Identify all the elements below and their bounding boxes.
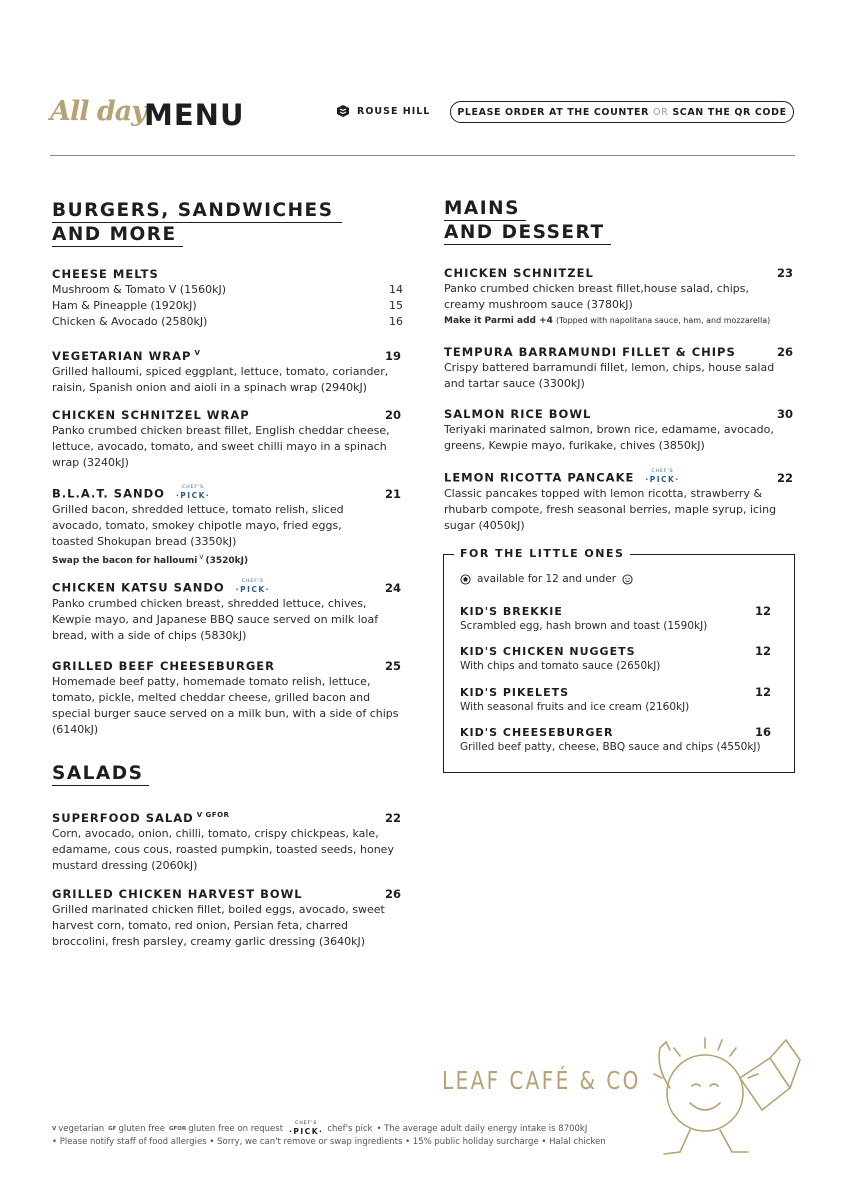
section-title-line-1: BURGERS, SANDWICHES [52,199,342,223]
item-description: Panko crumbed chicken breast fillet,house salad, chips, creamy mushroom sauce (3780kJ) [444,282,750,311]
item-name: CHICKEN KATSU SANDO [52,580,225,595]
badge-top: CHEF'S [182,485,205,490]
order-or-text: OR [653,106,669,118]
item-name: LEMON RICOTTA PANCAKE [444,470,635,485]
badge-main: ·PICK· [645,475,680,484]
kids-age-text: available for 12 and under [477,573,617,585]
section-title-salads [52,762,149,786]
option-row [52,282,403,298]
option-price: 14 [389,283,403,296]
kids-item-cheeseburger [460,725,771,755]
item-price: 12 [754,604,771,618]
logo-menu-text: MENU [144,98,245,132]
item-name: KID'S BREKKIE [460,605,563,618]
order-counter-text: PLEASE ORDER AT THE COUNTER [457,106,650,118]
option-label: Mushroom & Tomato V (1560kJ) [52,283,226,296]
item-description: Homemade beef patty, homemade tomato relish, lettuce, tomato, pickle, melted cheddar cheese, grilled bacon and special burger sauce served on a milk bun, with a side of chips (6140kJ) [52,675,399,736]
chefs-pick-badge [176,484,210,500]
menu-item-tempura-barramundi [444,345,793,392]
item-description: Grilled halloumi, spiced eggplant, lettuce, tomato, coriander, raisin, Spanish onion and aioli in a spinach wrap (2940kJ) [52,364,389,394]
header-divider [50,155,795,156]
item-price: 21 [384,486,401,501]
section-title-line-2: AND MORE [52,223,183,247]
chefs-pick-badge [289,1120,323,1136]
item-name: GRILLED BEEF CHEESEBURGER [52,659,275,673]
item-name: TEMPURA BARRAMUNDI FILLET & CHIPS [444,345,736,359]
item-name: CHEESE MELTS [52,267,159,281]
menu-item-chicken-schnitzel [444,266,793,329]
item-description: With seasonal fruits and ice cream (2160kJ) [460,701,690,713]
item-price: 16 [754,725,771,739]
note-detail: (Topped with napolitana sauce, ham, and mozzarella) [556,316,771,325]
item-name: KID'S CHEESEBURGER [460,726,614,739]
badge-top: CHEF'S [651,469,674,474]
item-price: 12 [754,685,771,699]
item-description: Grilled bacon, shredded lettuce, tomato relish, sliced avocado, tomato, smokey chipotle mayo, fried eggs, toasted Shokupan bread (3350kJ) [52,503,344,548]
section-title-burgers [52,199,342,247]
note-text: Swap the bacon for halloumi [52,556,198,566]
kids-item-pikelets [460,685,771,715]
item-name: SUPERFOOD SALAD [52,810,194,825]
mascot-illustration [630,1008,810,1168]
item-description: Scrambled egg, hash brown and toast (1590kJ) [460,620,708,632]
option-row [52,298,403,314]
badge-main: ·PICK· [175,491,211,500]
brand-wordmark: LEAF CAFÉ & CO [442,1066,641,1095]
kids-age-note [460,573,633,585]
badge-top: CHEF'S [241,579,264,584]
item-description: Corn, avocado, onion, chilli, tomato, crispy chickpeas, kale, edamame, cous cous, roasted pumpkin, toasted seeds, honey mustard dressing (2060kJ) [52,826,394,872]
store-icon [336,104,350,118]
item-price: 25 [384,659,401,673]
kids-item-nuggets [460,644,771,674]
dietary-mark: V GFOR [196,811,230,819]
legend-gf-text: gluten free [118,1124,165,1134]
allergy-note: • Please notify staff of food allergies • Sorry, we can't remove or swap ingredients • 15% public holiday surcharge • Halal chicken [52,1137,606,1147]
ball-icon [460,574,471,585]
menu-item-blat-sando [52,486,401,569]
order-qr-text: SCAN THE QR CODE [672,106,787,118]
item-name: KID'S CHICKEN NUGGETS [460,645,636,658]
item-description: Grilled marinated chicken fillet, boiled eggs, avocado, sweet harvest corn, tomato, red onion, Persian feta, charred broccolini, fresh parsley, creamy garlic dressing (3640kJ) [52,903,385,948]
item-name: CHICKEN SCHNITZEL WRAP [52,408,250,422]
menu-item-vegetarian-wrap [52,346,401,396]
note-text: Make it Parmi add +4 [444,316,553,326]
section-title-line-1: SALADS [52,762,149,786]
chefs-pick-badge [645,468,679,484]
menu-item-superfood-salad [52,808,401,874]
item-note [444,313,793,329]
item-description: Classic pancakes topped with lemon ricotta, strawberry & rhubarb compote, fresh seasonal berries, maple syrup, icing sugar (4050kJ) [444,487,777,532]
note-kj: (3520kJ) [205,556,249,566]
dietary-mark: V [194,349,201,357]
menu-item-chicken-katsu-sando [52,580,401,644]
order-instructions [450,101,794,123]
item-price: 22 [384,810,401,825]
item-description: Panko crumbed chicken breast fillet, English cheddar cheese, lettuce, avocado, tomato, and sweet chilli mayo in a spinach wrap (3240kJ) [52,424,390,469]
legend-pick-text: chef's pick [327,1124,373,1134]
item-price: 12 [754,644,771,658]
energy-note: • The average adult daily energy intake is 8700kJ [376,1124,588,1134]
item-name: KID'S PIKELETS [460,686,570,699]
item-name: GRILLED CHICKEN HARVEST BOWL [52,887,303,901]
item-price: 22 [776,470,793,485]
legend-gfor-symbol: GFOR [169,1126,187,1132]
badge-top: CHEF'S [295,1121,318,1126]
logo-script-text: All day [50,96,146,127]
item-name: VEGETARIAN WRAP [52,348,192,363]
menu-item-lemon-ricotta-pancake [444,470,793,534]
item-price: 23 [776,266,793,280]
legend-gfor-text: gluten free on request [188,1124,284,1134]
item-price: 30 [776,407,793,421]
item-note [52,550,401,569]
location [336,104,430,118]
legend-line [52,1121,587,1137]
item-description: With chips and tomato sauce (2650kJ) [460,660,661,672]
option-price: 15 [389,299,403,312]
item-price: 26 [776,345,793,359]
menu-item-harvest-bowl [52,887,401,950]
option-label: Chicken & Avocado (2580kJ) [52,315,208,328]
option-price: 16 [389,315,403,328]
legend-v-symbol: V [52,1126,57,1132]
chefs-pick-badge [236,578,270,594]
item-price: 20 [384,408,401,422]
item-name: B.L.A.T. SANDO [52,486,165,501]
item-description: Grilled beef patty, cheese, BBQ sauce and chips (4550kJ) [460,741,761,753]
item-description: Teriyaki marinated salmon, brown rice, edamame, avocado, greens, Kewpie mayo, furikake, chives (3850kJ) [444,423,774,452]
kids-item-brekkie [460,604,771,634]
option-row [52,314,403,330]
item-price: 19 [384,348,401,363]
location-label: ROUSE HILL [357,105,431,117]
note-dietary-mark: V [199,554,204,561]
section-title-line-1: MAINS [444,197,526,221]
legend-v-text: vegetarian [58,1124,105,1134]
item-price: 26 [384,887,401,901]
item-name: CHICKEN SCHNITZEL [444,266,594,280]
badge-main: ·PICK· [235,585,271,594]
item-name: SALMON RICE BOWL [444,407,592,421]
menu-item-chicken-schnitzel-wrap [52,408,401,471]
section-title-line-2: AND DESSERT [444,221,611,245]
item-description: Panko crumbed chicken breast, shredded lettuce, chives, Kewpie mayo, and Japanese BBQ sauce served on milk loaf bread, with a side of chips (5830kJ) [52,597,379,642]
item-price: 24 [384,580,401,595]
badge-main: ·PICK· [289,1127,324,1136]
menu-item-cheese-melts [52,267,403,330]
option-label: Ham & Pineapple (1920kJ) [52,299,197,312]
smiley-icon [622,574,633,585]
kids-section-title: FOR THE LITTLE ONES [454,547,630,560]
section-title-mains [444,197,611,245]
menu-item-salmon-rice-bowl [444,407,793,454]
legend-gf-symbol: GF [108,1126,117,1132]
menu-item-grilled-beef-cheeseburger [52,659,401,738]
item-description: Crispy battered barramundi fillet, lemon, chips, house salad and tartar sauce (3300kJ) [444,361,775,390]
